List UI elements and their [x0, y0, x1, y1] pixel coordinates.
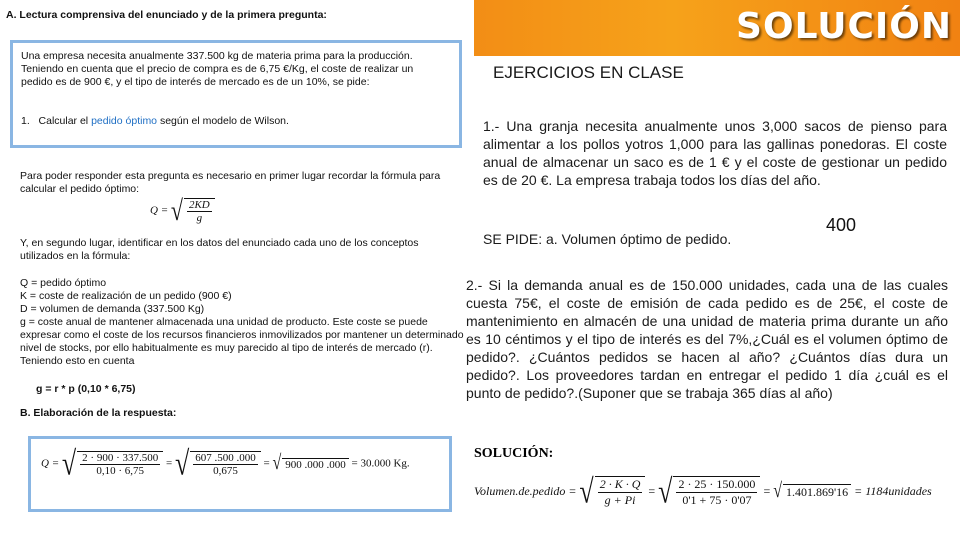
section-b-title: B. Elaboración de la respuesta:	[20, 407, 177, 419]
answer-formula: Q = √ $\frac{2 \cdot 900 \cdot 337.500}{0,10 \cdot 6,75}$ = √ $\frac{607 .500 .000}{0,675}$ = √ 900 .000 .000 = 30.000 Kg.	[41, 444, 410, 483]
def-g: g = coste anual de mantener almacenada una unidad de producto. Este coste se puede expresar como el coste de los recursos financieros inmovilizados por mantener un determinado nivel de stocks, por ello habitualmente es muy parecido al tipo de interés de mercado (r). Teniendo esto en cuenta	[20, 316, 464, 367]
g-formula: g = r * p (0,10 * 6,75)	[36, 383, 136, 395]
document-panel	[0, 0, 474, 540]
wilson-formula: Q = √ $\frac{2KD}{g}$	[150, 198, 215, 224]
page-title: SOLUCIÓN	[736, 6, 952, 47]
def-d: D = volumen de demanda (337.500 Kg)	[20, 303, 205, 315]
def-k: K = coste de realización de un pedido (900 €)	[20, 290, 232, 302]
handwritten-number: 400	[826, 215, 857, 235]
solution-formula: Volumen.de.pedido = √ $\frac{2 \cdot K \cdot Q}{g + Pi}$ = √ $\frac{2 \cdot 25 \cdot 150.000}{0'1 + 75 \cdot 0'07}$ = √ 1.401.869'16 = 1184unidades	[474, 472, 932, 511]
pedido-optimo-link: pedido óptimo	[91, 115, 158, 127]
section-a-title: A. Lectura comprensiva del enunciado y de la primera pregunta:	[6, 9, 327, 21]
answer-box	[28, 436, 452, 512]
exercise-1-question: SE PIDE: a. Volumen óptimo de pedido.	[483, 231, 732, 247]
question-text: 1. Calcular el pedido óptimo según el modelo de Wilson.	[21, 115, 289, 127]
problem-text: Una empresa necesita anualmente 337.500 kg de materia prima para la producción. Teniendo en cuenta que el precio de compra es de 6,75 €/Kg, el coste de realizar un pedido es de 900 €, y el tipo de interés de mercado es de un 10%, se pide:	[21, 50, 414, 88]
identify-text: Y, en segundo lugar, identificar en los datos del enunciado cada uno de los conceptos utilizados en la fórmula:	[20, 237, 419, 262]
intro-text: Para poder responder esta pregunta es necesario en primer lugar recordar la fórmula para calcular el pedido óptimo:	[20, 170, 441, 195]
solution-heading: SOLUCIÓN:	[474, 446, 554, 461]
exercise-1-text: 1.- Una granja necesita anualmente unos 3,000 sacos de pienso para alimentar a los pollos yotros 1,000 para las gallinas ponedoras. El coste anual de almacenar un saco es de 1 € y el coste de gestionar un pedido es de 20 €. La empresa trabaja todos los días del año.	[483, 118, 947, 188]
problem-box	[10, 40, 462, 148]
exercises-subtitle: EJERCICIOS EN CLASE	[493, 63, 684, 82]
exercise-2-text: 2.- Si la demanda anual es de 150.000 unidades, cada una de las cuales cuesta 75€, el coste de emisión de cada pedido es de 25€, el coste de mantenimiento en almacén de una unidad de materia prima durante un año es 10 céntimos y el tipo de interés es del 7%,¿Cuál es el volumen óptimo de pedido?. ¿Cuántos pedidos se hacen al año? ¿Cuántos días dura un pedido?. Los proveedores tardan en entregar el pedido 1 día ¿cuál es el punto de pedido?.(Suponer que se trabaja 365 días al año)	[466, 277, 948, 401]
def-q: Q = pedido óptimo	[20, 277, 107, 289]
